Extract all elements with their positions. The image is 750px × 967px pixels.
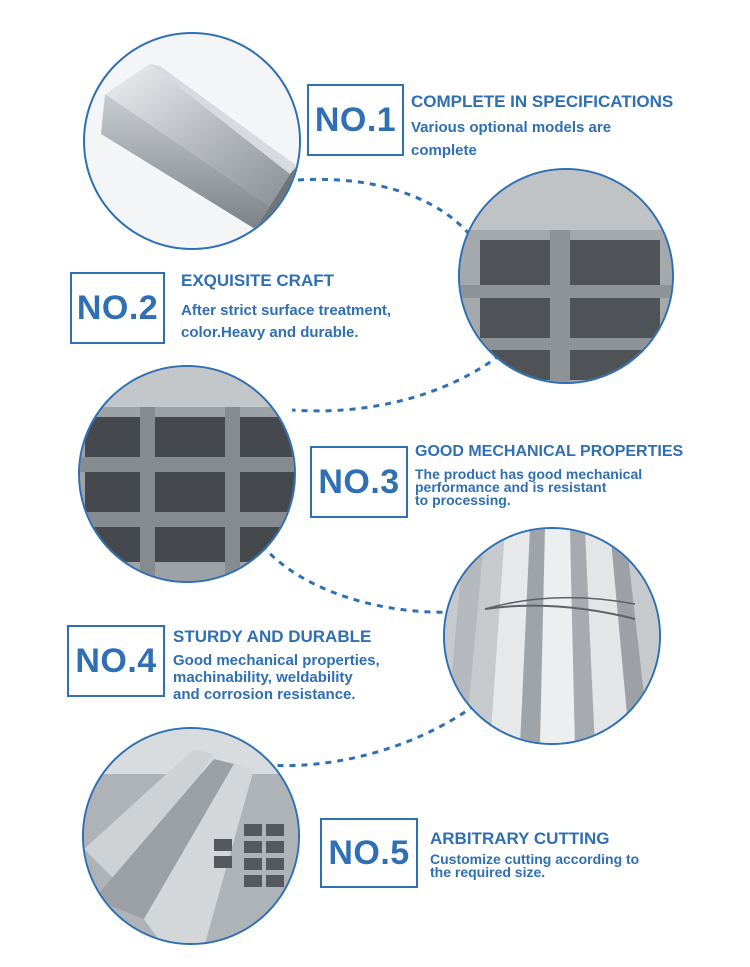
feature-4-description xyxy=(173,652,380,703)
photo-circle-1 xyxy=(83,32,301,250)
feature-3-line-3: to processing. xyxy=(415,492,511,508)
feature-3-number: NO.3 xyxy=(318,462,400,501)
photo-circle-5 xyxy=(82,727,300,945)
feature-4-number-box xyxy=(67,625,165,697)
photo-circle-2 xyxy=(458,168,674,384)
feature-1-description xyxy=(411,116,611,162)
photo-circle-3 xyxy=(78,365,296,583)
stacked-channel-icon xyxy=(80,367,296,583)
feature-2-line-2: color.Heavy and durable. xyxy=(181,324,359,341)
stacked-channel-icon xyxy=(460,170,674,384)
feature-3-line-2: performance and is resistant xyxy=(415,479,607,495)
feature-1-line-1: Various optional models are xyxy=(411,119,612,136)
bundled-bars-icon xyxy=(445,529,661,745)
feature-1-line-2: complete xyxy=(411,142,477,159)
feature-4-line-3: and corrosion resistance. xyxy=(173,686,356,703)
feature-1-number: NO.1 xyxy=(314,100,397,139)
feature-3-description xyxy=(415,468,642,507)
feature-5-line-2: the required size. xyxy=(430,864,546,880)
feature-3-number-box xyxy=(310,446,408,518)
feature-2-number: NO.2 xyxy=(76,288,159,327)
photo-circle-4 xyxy=(443,527,661,745)
feature-3-title: GOOD MECHANICAL PROPERTIES xyxy=(415,443,684,460)
warehouse-stock-icon xyxy=(84,729,300,945)
feature-4-number: NO.4 xyxy=(75,641,157,680)
feature-2-title: EXQUISITE CRAFT xyxy=(181,271,335,290)
feature-2-description xyxy=(181,300,391,344)
feature-4-line-2: machinability, weldability xyxy=(173,669,353,686)
feature-1-title: COMPLETE IN SPECIFICATIONS xyxy=(411,92,674,111)
feature-3-line-1: The product has good mechanical xyxy=(415,466,643,482)
steel-channel-icon xyxy=(85,34,301,250)
feature-4-line-1: Good mechanical properties, xyxy=(173,652,380,669)
feature-2-line-1: After strict surface treatment, xyxy=(181,302,392,319)
feature-5-title: ARBITRARY CUTTING xyxy=(430,829,610,848)
feature-4-title: STURDY AND DURABLE xyxy=(173,627,372,646)
feature-5-line-1: Customize cutting according to xyxy=(430,851,640,867)
feature-2-number-box xyxy=(70,272,165,344)
feature-5-number-box xyxy=(320,818,418,888)
feature-5-description xyxy=(430,853,639,879)
feature-1-number-box xyxy=(307,84,404,156)
feature-5-number: NO.5 xyxy=(328,833,410,872)
